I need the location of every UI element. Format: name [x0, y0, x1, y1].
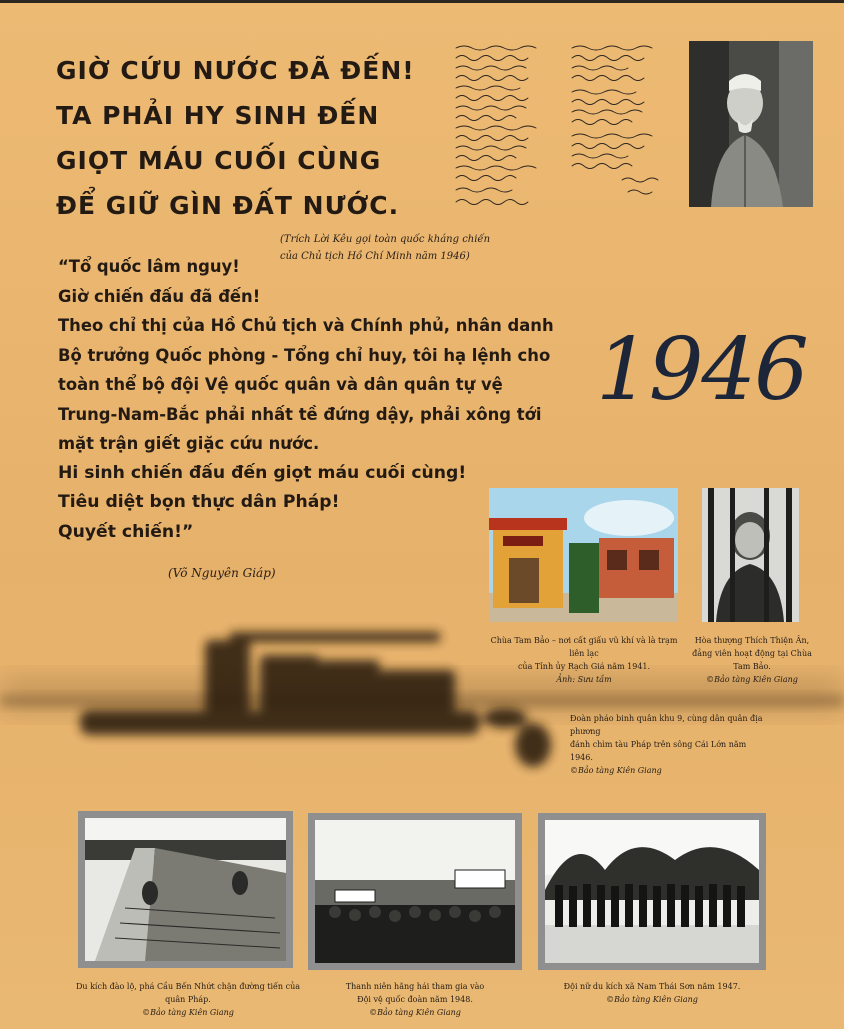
photo-credit: ©Bảo tàng Kiên Giang — [706, 675, 798, 684]
headline-line: TA PHẢI HY SINH ĐẾN — [56, 101, 380, 130]
headline-line: GIỜ CỨU NƯỚC ĐÃ ĐẾN! — [56, 56, 415, 85]
caption-line: Hòa thượng Thích Thiện Ân, — [694, 636, 810, 645]
boat-caption — [570, 712, 770, 777]
photo-credit: ©Bảo tàng Kiên Giang — [142, 1008, 234, 1017]
quote-line-emphasis: Tiêu diệt bọn thực dân Pháp! — [58, 492, 340, 512]
quote-line: Theo chỉ thị của Hồ Chủ tịch và Chính phủ, nhân danh — [58, 316, 554, 335]
year-title: 1946 — [596, 320, 807, 420]
quote-line-emphasis: Quyết chiến!” — [58, 521, 194, 542]
monk-photo — [702, 488, 799, 622]
quote-author: (Võ Nguyên Giáp) — [168, 566, 276, 580]
women-guerrilla-photo — [545, 820, 759, 963]
portrait-photo — [689, 41, 813, 207]
bridge-caption — [70, 980, 306, 1019]
caption-line: đánh chìm tàu Pháp trên sông Cái Lớn năm 1946. — [570, 740, 747, 762]
quote-line: “Tổ quốc lâm nguy! — [58, 257, 240, 276]
pagoda-photo — [489, 488, 678, 622]
caption-line: Đội nữ du kích xã Nam Thái Sơn năm 1947. — [563, 982, 741, 991]
women-guerrilla-caption — [548, 980, 756, 1006]
monk-caption — [692, 634, 812, 686]
caption-line: Đoàn pháo binh quân khu 9, cùng dân quân địa phương — [570, 714, 763, 736]
caption-line: đảng viên hoạt động tại Chùa Tam Bảo. — [692, 649, 812, 671]
photo-credit: ©Bảo tàng Kiên Giang — [369, 1008, 461, 1017]
caption-line: Thanh niên hăng hái tham gia vào — [345, 982, 485, 991]
handwritten-manuscript — [452, 40, 680, 212]
top-border — [0, 0, 844, 3]
headline-line: GIỌT MÁU CUỐI CÙNG — [56, 146, 382, 175]
headline — [56, 48, 456, 228]
quote-line: Trung-Nam-Bắc phải nhất tề đứng dậy, phải xông tới — [58, 404, 542, 424]
quote-line: toàn thể bộ đội Vệ quốc quân và dân quân tự vệ — [58, 375, 503, 394]
headline-line: ĐỂ GIỮ GÌN ĐẤT NƯỚC. — [56, 191, 400, 220]
caption-line: Chùa Tam Bảo – nơi cất giấu vũ khí và là trạm liên lạc — [490, 636, 678, 658]
youth-photo-frame — [308, 813, 522, 970]
caption-line: của Tỉnh ủy Rạch Giá năm 1941. — [517, 662, 651, 671]
youth-caption — [318, 980, 512, 1019]
quote-line-emphasis: Hi sinh chiến đấu đến giọt máu cuối cùng! — [58, 462, 467, 483]
bridge-photo — [85, 818, 286, 961]
portrait-figure — [689, 41, 813, 207]
pagoda-caption — [484, 634, 684, 686]
photo-credit: ©Bảo tàng Kiên Giang — [606, 995, 698, 1004]
quote-line: Giờ chiến đấu đã đến! — [58, 286, 261, 306]
caption-line: Đội vệ quốc đoàn năm 1948. — [357, 995, 473, 1004]
quote-line: Bộ trưởng Quốc phòng - Tổng chỉ huy, tôi hạ lệnh cho — [58, 345, 551, 365]
citation-line: của Chủ tịch Hồ Chí Minh năm 1946) — [280, 251, 470, 262]
bridge-photo-frame — [78, 811, 293, 968]
youth-photo — [315, 820, 515, 963]
caption-line: Du kích đào lộ, phá Cầu Bến Nhứt chặn đường tiến của quân Pháp. — [75, 982, 301, 1004]
photo-credit: ©Bảo tàng Kiên Giang — [570, 766, 662, 775]
photo-credit: Ảnh: Sưu tầm — [556, 675, 612, 684]
women-guerrilla-photo-frame — [538, 813, 766, 970]
quote-line: mặt trận giết giặc cứu nước. — [58, 434, 320, 453]
citation-line: (Trích Lời Kêu gọi toàn quốc kháng chiến — [280, 234, 491, 245]
